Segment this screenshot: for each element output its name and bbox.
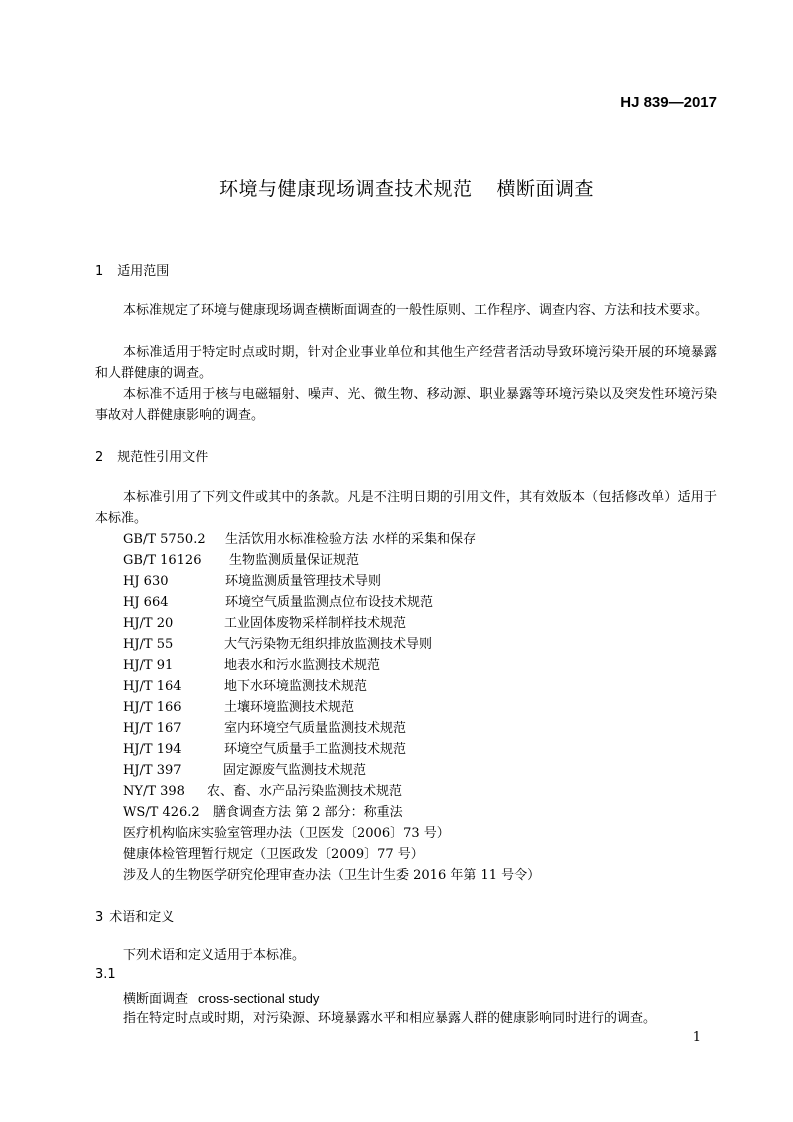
term-definition: 指在特定时点或时期，对污染源、环境暴露水平和相应暴露人群的健康影响同时进行的调查。	[123, 1011, 657, 1026]
reference-item	[123, 676, 367, 697]
page-title	[0, 174, 793, 201]
reference-name: 大气污染物无组织排放监测技术导则	[224, 637, 433, 652]
reference-item	[123, 529, 476, 550]
reference-name: 地下水环境监测技术规范	[224, 679, 368, 694]
title-main: 环境与健康现场调查技术规范	[218, 178, 473, 200]
other-reference: 涉及人的生物医学研究伦理审查办法（卫生计生委 2016 年第 11 号令）	[123, 868, 541, 883]
reference-name: 生物监测质量保证规范	[229, 553, 360, 568]
reference-item	[123, 802, 403, 823]
reference-code: HJ/T 164	[123, 679, 182, 694]
term-heading	[123, 988, 319, 1007]
reference-name: 土壤环境监测技术规范	[224, 700, 355, 715]
reference-name: 环境空气质量监测点位布设技术规范	[225, 595, 434, 610]
reference-name: 室内环境空气质量监测技术规范	[224, 721, 407, 736]
reference-code: HJ/T 20	[123, 616, 174, 631]
reference-code: NY/T 398	[123, 784, 185, 799]
paragraph: 本标准不适用于核与电磁辐射、噪声、光、微生物、移动源、职业暴露等环境污染以及突发性环境污染事故对人群健康影响的调查。	[95, 387, 717, 423]
page-number: 1	[692, 1030, 701, 1045]
reference-item	[123, 592, 433, 613]
reference-name: 固定源废气监测技术规范	[223, 763, 367, 778]
reference-code: HJ/T 397	[123, 763, 182, 778]
paragraph: 本标准适用于特定时点或时期，针对企业事业单位和其他生产经营者活动导致环境污染开展的环境暴露和人群健康的调查。	[95, 345, 717, 381]
term-english: cross-sectional study	[198, 991, 320, 1006]
reference-code: WS/T 426.2	[123, 805, 200, 820]
term-chinese: 横断面调查	[123, 992, 189, 1007]
other-reference: 医疗机构临床实验室管理办法（卫医发〔2006〕73 号）	[123, 826, 450, 841]
reference-name: 环境监测质量管理技术导则	[225, 574, 382, 589]
reference-item	[123, 571, 381, 592]
other-reference: 健康体检管理暂行规定（卫医政发〔2009〕77 号）	[123, 847, 424, 862]
reference-name: 生活饮用水标准检验方法 水样的采集和保存	[225, 532, 477, 547]
reference-code: HJ/T 167	[123, 721, 182, 736]
section-title: 适用范围	[117, 264, 170, 279]
reference-item	[123, 655, 380, 676]
standard-code: HJ 839—2017	[620, 94, 717, 111]
reference-item	[123, 697, 354, 718]
section-2-heading	[95, 446, 208, 465]
section-title: 术语和定义	[109, 910, 175, 925]
section-number: 2	[95, 450, 104, 465]
reference-item	[123, 613, 406, 634]
paragraph: 本标准规定了环境与健康现场调查横断面调查的一般性原则、工作程序、调查内容、方法和技术要求。	[123, 303, 709, 318]
reference-code: HJ/T 55	[123, 637, 174, 652]
reference-code: GB/T 16126	[123, 553, 202, 568]
reference-name: 工业固体废物采样制样技术规范	[224, 616, 407, 631]
reference-code: HJ/T 91	[123, 658, 174, 673]
section-number: 3	[95, 910, 104, 925]
paragraph: 下列术语和定义适用于本标准。	[123, 948, 306, 963]
reference-code: HJ 630	[123, 574, 169, 589]
section-number: 1	[95, 264, 104, 279]
reference-code: HJ/T 194	[123, 742, 182, 757]
reference-code: HJ/T 166	[123, 700, 182, 715]
reference-item	[123, 634, 432, 655]
reference-item	[123, 718, 406, 739]
reference-item	[123, 760, 366, 781]
title-sub: 横断面调查	[496, 178, 595, 200]
reference-item	[123, 550, 359, 571]
section-1-heading	[95, 260, 169, 279]
reference-name: 膳食调查方法 第 2 部分：称重法	[213, 805, 403, 820]
reference-name: 农、畜、水产品污染监测技术规范	[207, 784, 403, 799]
section-3-heading	[95, 906, 174, 925]
reference-item	[123, 739, 406, 760]
reference-code: HJ 664	[123, 595, 169, 610]
reference-code: GB/T 5750.2	[123, 532, 206, 547]
reference-name: 环境空气质量手工监测技术规范	[224, 742, 407, 757]
section-title: 规范性引用文件	[117, 450, 209, 465]
reference-name: 地表水和污水监测技术规范	[224, 658, 381, 673]
paragraph: 本标准引用了下列文件或其中的条款。凡是不注明日期的引用文件，其有效版本（包括修改单）适用于本标准。	[95, 490, 717, 526]
term-number: 3.1	[95, 967, 116, 982]
reference-item	[123, 781, 402, 802]
